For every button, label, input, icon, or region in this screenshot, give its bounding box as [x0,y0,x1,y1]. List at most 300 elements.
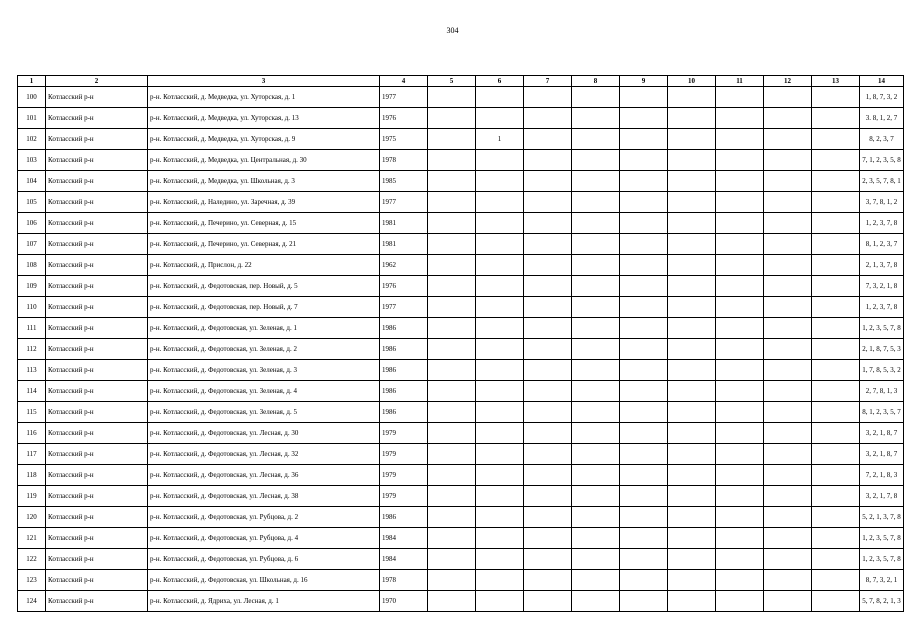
district-cell: Котласский р-н [46,255,148,276]
empty-cell [716,528,764,549]
empty-cell [812,465,860,486]
address-cell: р-н. Котласский, д. Наледино, ул. Заречная, д. 39 [148,192,380,213]
empty-cell [668,297,716,318]
empty-cell [620,444,668,465]
table-row [18,108,904,129]
address-cell: р-н. Котласский, д. Федотовская, ул. Зеленая, д. 3 [148,360,380,381]
table-row [18,192,904,213]
empty-cell [716,213,764,234]
empty-cell [716,87,764,108]
empty-cell [620,108,668,129]
empty-cell [572,171,620,192]
empty-cell [428,213,476,234]
empty-cell [572,507,620,528]
empty-cell [524,213,572,234]
column-6-cell [476,591,524,612]
row-number-cell: 106 [18,213,46,234]
empty-cell [764,276,812,297]
empty-cell [524,318,572,339]
address-cell: р-н. Котласский, д. Медведка, ул. Центральная, д. 30 [148,150,380,171]
column-header: 5 [428,76,476,87]
empty-cell [620,297,668,318]
header-row [18,76,904,87]
column-6-cell [476,423,524,444]
district-cell: Котласский р-н [46,150,148,171]
empty-cell [620,318,668,339]
column-6-cell: 1 [476,129,524,150]
empty-cell [764,465,812,486]
empty-cell [572,549,620,570]
empty-cell [572,444,620,465]
empty-cell [428,381,476,402]
empty-cell [812,192,860,213]
empty-cell [668,570,716,591]
empty-cell [716,318,764,339]
column-header: 6 [476,76,524,87]
empty-cell [524,360,572,381]
district-cell: Котласский р-н [46,318,148,339]
empty-cell [668,339,716,360]
table-row [18,381,904,402]
row-number-cell: 101 [18,108,46,129]
empty-cell [716,192,764,213]
address-cell: р-н. Котласский, д. Печерино, ул. Северная, д. 21 [148,234,380,255]
empty-cell [572,318,620,339]
empty-cell [812,528,860,549]
column-header: 4 [380,76,428,87]
empty-cell [764,108,812,129]
empty-cell [428,339,476,360]
row-number-cell: 105 [18,192,46,213]
empty-cell [572,255,620,276]
empty-cell [812,507,860,528]
year-cell: 1986 [380,402,428,423]
row-number-cell: 119 [18,486,46,507]
empty-cell [524,486,572,507]
empty-cell [716,234,764,255]
address-cell: р-н. Котласский, д. Федотовская, пер. Новый, д. 5 [148,276,380,297]
column-6-cell [476,87,524,108]
empty-cell [428,528,476,549]
empty-cell [620,423,668,444]
year-cell: 1979 [380,423,428,444]
empty-cell [572,570,620,591]
empty-cell [620,213,668,234]
address-cell: р-н. Котласский, д. Ядриха, ул. Лесная, д. 1 [148,591,380,612]
address-cell: р-н. Котласский, д. Федотовская, ул. Рубцова, д. 6 [148,549,380,570]
empty-cell [428,192,476,213]
table-row [18,549,904,570]
table-row [18,234,904,255]
row-number-cell: 124 [18,591,46,612]
district-cell: Котласский р-н [46,192,148,213]
empty-cell [572,297,620,318]
address-cell: р-н. Котласский, д. Федотовская, ул. Зеленая, д. 1 [148,318,380,339]
year-cell: 1984 [380,549,428,570]
empty-cell [812,423,860,444]
codes-cell: 8, 2, 3, 7 [860,129,904,150]
empty-cell [668,465,716,486]
empty-cell [620,507,668,528]
empty-cell [764,234,812,255]
empty-cell [716,549,764,570]
empty-cell [668,192,716,213]
year-cell: 1977 [380,87,428,108]
empty-cell [668,87,716,108]
district-cell: Котласский р-н [46,360,148,381]
empty-cell [620,402,668,423]
year-cell: 1979 [380,486,428,507]
table-row [18,339,904,360]
empty-cell [716,360,764,381]
empty-cell [572,234,620,255]
column-6-cell [476,570,524,591]
address-cell: р-н. Котласский, д. Федотовская, ул. Лесная, д. 38 [148,486,380,507]
year-cell: 1985 [380,171,428,192]
table-row [18,255,904,276]
column-header: 3 [148,76,380,87]
district-cell: Котласский р-н [46,276,148,297]
empty-cell [620,171,668,192]
table-row [18,507,904,528]
codes-cell: 7, 2, 1, 8, 3 [860,465,904,486]
address-cell: р-н. Котласский, д. Федотовская, ул. Школьная, д. 16 [148,570,380,591]
table-row [18,171,904,192]
empty-cell [668,129,716,150]
empty-cell [572,129,620,150]
empty-cell [812,360,860,381]
empty-cell [764,486,812,507]
empty-cell [572,528,620,549]
empty-cell [716,171,764,192]
column-6-cell [476,381,524,402]
empty-cell [668,360,716,381]
table-row [18,360,904,381]
district-cell: Котласский р-н [46,171,148,192]
empty-cell [716,507,764,528]
address-cell: р-н. Котласский, д. Федотовская, ул. Зеленая, д. 2 [148,339,380,360]
column-6-cell [476,192,524,213]
district-cell: Котласский р-н [46,507,148,528]
row-number-cell: 121 [18,528,46,549]
empty-cell [524,339,572,360]
empty-cell [764,255,812,276]
row-number-cell: 117 [18,444,46,465]
empty-cell [428,87,476,108]
empty-cell [428,318,476,339]
empty-cell [524,297,572,318]
empty-cell [572,360,620,381]
empty-cell [668,213,716,234]
empty-cell [524,423,572,444]
empty-cell [668,276,716,297]
column-6-cell [476,360,524,381]
empty-cell [428,507,476,528]
row-number-cell: 109 [18,276,46,297]
empty-cell [668,591,716,612]
empty-cell [620,360,668,381]
empty-cell [764,87,812,108]
empty-cell [428,360,476,381]
codes-cell: 8, 1, 2, 3, 5, 7 [860,402,904,423]
year-cell: 1977 [380,297,428,318]
address-cell: р-н. Котласский, д. Прислон, д. 22 [148,255,380,276]
empty-cell [572,423,620,444]
year-cell: 1981 [380,234,428,255]
empty-cell [764,129,812,150]
column-header: 13 [812,76,860,87]
codes-cell: 7, 1, 2, 3, 5, 8 [860,150,904,171]
empty-cell [764,192,812,213]
year-cell: 1976 [380,276,428,297]
empty-cell [524,507,572,528]
empty-cell [668,381,716,402]
empty-cell [716,297,764,318]
empty-cell [812,402,860,423]
empty-cell [668,234,716,255]
district-cell: Котласский р-н [46,339,148,360]
empty-cell [716,276,764,297]
address-cell: р-н. Котласский, д. Федотовская, ул. Зеленая, д. 4 [148,381,380,402]
empty-cell [620,276,668,297]
district-cell: Котласский р-н [46,528,148,549]
empty-cell [668,486,716,507]
codes-cell: 3, 2, 1, 8, 7 [860,444,904,465]
empty-cell [524,528,572,549]
address-cell: р-н. Котласский, д. Печерино, ул. Северная, д. 15 [148,213,380,234]
district-cell: Котласский р-н [46,234,148,255]
year-cell: 1977 [380,192,428,213]
empty-cell [428,549,476,570]
address-cell: р-н. Котласский, д. Медведка, ул. Хуторская, д. 9 [148,129,380,150]
address-cell: р-н. Котласский, д. Медведка, ул. Хуторская, д. 1 [148,87,380,108]
column-6-cell [476,444,524,465]
year-cell: 1975 [380,129,428,150]
column-6-cell [476,108,524,129]
year-cell: 1986 [380,318,428,339]
empty-cell [572,402,620,423]
empty-cell [812,381,860,402]
table-row [18,297,904,318]
empty-cell [572,150,620,171]
empty-cell [668,549,716,570]
empty-cell [428,423,476,444]
empty-cell [668,402,716,423]
empty-cell [812,339,860,360]
empty-cell [572,276,620,297]
empty-cell [428,255,476,276]
empty-cell [668,444,716,465]
table-row [18,87,904,108]
column-header: 8 [572,76,620,87]
row-number-cell: 102 [18,129,46,150]
year-cell: 1979 [380,444,428,465]
empty-cell [428,402,476,423]
empty-cell [716,339,764,360]
housing-register-table [17,75,904,612]
column-header: 2 [46,76,148,87]
row-number-cell: 116 [18,423,46,444]
column-6-cell [476,276,524,297]
empty-cell [812,87,860,108]
table-row [18,213,904,234]
table-row [18,465,904,486]
row-number-cell: 108 [18,255,46,276]
empty-cell [716,129,764,150]
column-6-cell [476,402,524,423]
year-cell: 1986 [380,381,428,402]
empty-cell [524,444,572,465]
empty-cell [716,381,764,402]
empty-cell [812,213,860,234]
empty-cell [764,402,812,423]
year-cell: 1981 [380,213,428,234]
table-row [18,444,904,465]
page-number: 304 [446,26,459,35]
table-row [18,486,904,507]
empty-cell [524,465,572,486]
empty-cell [572,591,620,612]
district-cell: Котласский р-н [46,423,148,444]
empty-cell [572,108,620,129]
column-6-cell [476,486,524,507]
row-number-cell: 123 [18,570,46,591]
empty-cell [716,591,764,612]
empty-cell [572,87,620,108]
table-row [18,129,904,150]
empty-cell [572,465,620,486]
column-header: 7 [524,76,572,87]
empty-cell [812,234,860,255]
empty-cell [812,318,860,339]
empty-cell [764,507,812,528]
empty-cell [764,570,812,591]
empty-cell [428,486,476,507]
year-cell: 1962 [380,255,428,276]
year-cell: 1978 [380,570,428,591]
district-cell: Котласский р-н [46,108,148,129]
column-6-cell [476,171,524,192]
codes-cell: 1, 8, 7, 3, 2 [860,87,904,108]
row-number-cell: 118 [18,465,46,486]
empty-cell [716,465,764,486]
year-cell: 1986 [380,507,428,528]
empty-cell [812,255,860,276]
column-header: 11 [716,76,764,87]
empty-cell [524,150,572,171]
empty-cell [524,549,572,570]
empty-cell [812,171,860,192]
empty-cell [524,402,572,423]
row-number-cell: 111 [18,318,46,339]
empty-cell [428,570,476,591]
empty-cell [620,255,668,276]
table-row [18,423,904,444]
empty-cell [764,528,812,549]
district-cell: Котласский р-н [46,465,148,486]
district-cell: Котласский р-н [46,381,148,402]
empty-cell [428,171,476,192]
empty-cell [572,339,620,360]
empty-cell [764,171,812,192]
district-cell: Котласский р-н [46,213,148,234]
empty-cell [524,570,572,591]
empty-cell [668,423,716,444]
codes-cell: 2, 7, 8, 1, 3 [860,381,904,402]
empty-cell [428,129,476,150]
empty-cell [524,108,572,129]
empty-cell [764,318,812,339]
empty-cell [572,213,620,234]
empty-cell [524,255,572,276]
empty-cell [428,276,476,297]
empty-cell [716,486,764,507]
codes-cell: 5, 7, 8, 2, 1, 3 [860,591,904,612]
column-header: 10 [668,76,716,87]
empty-cell [668,528,716,549]
empty-cell [812,570,860,591]
empty-cell [764,444,812,465]
address-cell: р-н. Котласский, д. Федотовская, ул. Зеленая, д. 5 [148,402,380,423]
address-cell: р-н. Котласский, д. Федотовская, ул. Лесная, д. 32 [148,444,380,465]
row-number-cell: 107 [18,234,46,255]
empty-cell [428,108,476,129]
codes-cell: 3, 7, 8, 1, 2 [860,192,904,213]
empty-cell [812,444,860,465]
empty-cell [764,423,812,444]
table-row [18,150,904,171]
row-number-cell: 115 [18,402,46,423]
empty-cell [620,192,668,213]
codes-cell: 8, 7, 3, 2, 1 [860,570,904,591]
year-cell: 1984 [380,528,428,549]
row-number-cell: 113 [18,360,46,381]
column-6-cell [476,465,524,486]
year-cell: 1976 [380,108,428,129]
column-6-cell [476,318,524,339]
empty-cell [524,192,572,213]
row-number-cell: 100 [18,87,46,108]
table-row [18,570,904,591]
table-row [18,276,904,297]
address-cell: р-н. Котласский, д. Федотовская, ул. Рубцова, д. 4 [148,528,380,549]
empty-cell [812,549,860,570]
empty-cell [812,108,860,129]
empty-cell [620,570,668,591]
empty-cell [428,591,476,612]
address-cell: р-н. Котласский, д. Медведка, ул. Хуторская, д. 13 [148,108,380,129]
empty-cell [428,297,476,318]
empty-cell [668,255,716,276]
column-6-cell [476,150,524,171]
district-cell: Котласский р-н [46,591,148,612]
table-body [18,87,904,612]
district-cell: Котласский р-н [46,87,148,108]
year-cell: 1979 [380,465,428,486]
empty-cell [812,276,860,297]
empty-cell [572,381,620,402]
empty-cell [812,591,860,612]
codes-cell: 1, 2, 3, 5, 7, 8 [860,528,904,549]
row-number-cell: 110 [18,297,46,318]
table-row [18,318,904,339]
empty-cell [620,528,668,549]
empty-cell [620,465,668,486]
address-cell: р-н. Котласский, д. Федотовская, пер. Новый, д. 7 [148,297,380,318]
district-cell: Котласский р-н [46,549,148,570]
empty-cell [764,213,812,234]
empty-cell [668,171,716,192]
